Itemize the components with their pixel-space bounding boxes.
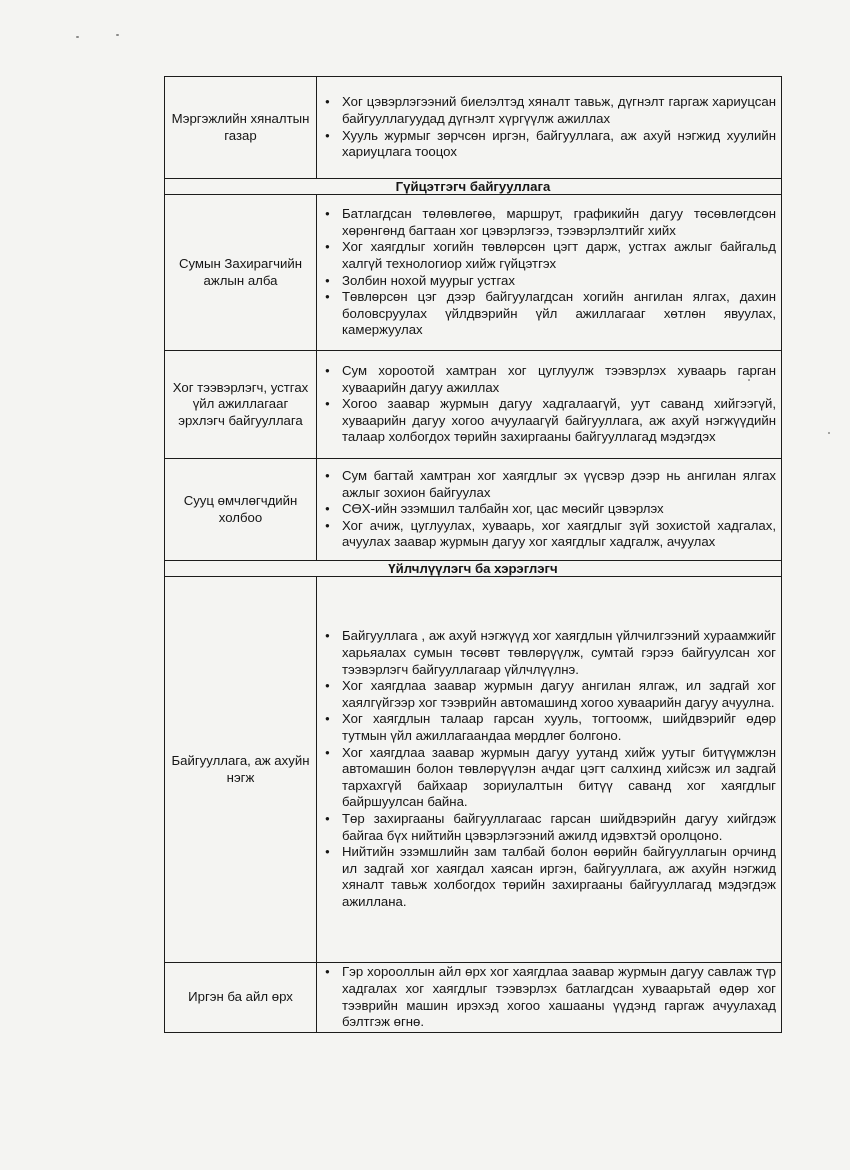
- table-row: [165, 195, 782, 351]
- duty-item: ● Батлагдсан төлөвлөгөө, маршрут, графикийн дагуу төсөвлөгдсөн хөрөнгөнд багтаан хог цэвэрлэгээ, тээвэрлэлтийг хийх: [319, 206, 776, 239]
- section-title: Гүйцэтгэгч байгууллага: [165, 179, 782, 195]
- duty-item: ● Хогоо заавар журмын дагуу хадгалаагүй, уут саванд хийгээгүй, хуваарийн дагуу хогоо ачуулаагүй байгууллага, аж ахуй нэгжүүдийн талаар холбогдох төрийн захиргааны байгууллагад мэдэгдэх: [319, 396, 776, 446]
- table-row: [165, 577, 782, 963]
- table-row: [165, 459, 782, 561]
- role-name-cell: Иргэн ба айл өрх: [165, 963, 317, 1033]
- table-row: [165, 963, 782, 1033]
- duties-list: [317, 362, 781, 447]
- duty-item: ● Хууль журмыг зөрчсөн иргэн, байгууллага, аж ахуй нэгжид хуулийн хариуцлага тооцох: [319, 128, 776, 161]
- role-name-cell: Сууц өмчлөгчдийн холбоо: [165, 459, 317, 561]
- role-name-cell: Мэргэжлийн хяналтын газар: [165, 77, 317, 179]
- section-header-row: [165, 179, 782, 195]
- duty-item: ● Хог хаягдлаа заавар журмын дагуу ангилан ялгаж, ил задгай хог хаялгүйгээр хог тээврийн автомашинд хогоо хуваарийн дагуу ачуулна.: [319, 678, 776, 711]
- duty-item: ● Нийтийн эзэмшлийн зам талбай болон өөрийн байгууллагын орчинд ил задгай хог хаягдал хаясан иргэн, байгууллага, аж ахуйн нэгжид хяналт тавьж холбогдох төрийн захиргааны байгууллагад мэдэгдэж ажиллана.: [319, 844, 776, 910]
- duty-item: ● Хог цэвэрлэгээний биелэлтэд хяналт тавьж, дүгнэлт гаргаж хариуцсан байгууллагуудад дүгнэлт хүргүүлж ажиллах: [319, 94, 776, 127]
- duty-item: ● Хог хаягдлын талаар гарсан хууль, тогтоомж, шийдвэрийг өдөр тутмын үйл ажиллагаандаа мөрдлөг болгоно.: [319, 711, 776, 744]
- role-name-cell: Хог тээвэрлэгч, устгах үйл ажиллагааг эрхлэгч байгууллага: [165, 351, 317, 459]
- table-row: [165, 77, 782, 179]
- table-body: [165, 77, 782, 1033]
- duties-cell: [317, 577, 782, 963]
- duties-list: [317, 963, 781, 1031]
- responsibility-table: [164, 76, 782, 1033]
- duties-cell: [317, 195, 782, 351]
- duties-list: [317, 93, 781, 161]
- duties-cell: [317, 351, 782, 459]
- scan-speck: [828, 432, 830, 434]
- duty-item: ● Хог хаягдлаа заавар журмын дагуу уутанд хийж уутыг битүүмжлэн автомашин болон төвлөрүүлэн ачдаг цэгт салхинд хийсэж ил задгай тархахгүй байхаар зориулалтын битүү саванд хог хаягдлыг байршуулсан байна.: [319, 745, 776, 811]
- duty-item: ● Хог хаягдлыг хогийн төвлөрсөн цэгт дарж, устгах ажлыг байгальд халгүй технологиор хийж гүйцэтгэх: [319, 239, 776, 272]
- duty-item: ● Сум багтай хамтран хог хаягдлыг эх үүсвэр дээр нь ангилан ялгах ажлыг зохион байгуулах: [319, 468, 776, 501]
- duties-list: [317, 467, 781, 552]
- section-title: Үйлчлүүлэгч ба хэрэглэгч: [165, 561, 782, 577]
- section-header-row: [165, 561, 782, 577]
- duties-cell: [317, 963, 782, 1033]
- role-name-cell: Байгууллага, аж ахуйн нэгж: [165, 577, 317, 963]
- duty-item: ● Гэр хорооллын айл өрх хог хаягдлаа заавар журмын дагуу савлаж түр хадгалах хог хаягдлыг тээвэрлэх батлагдсан хуваарьтай өдөр хог тээврийн машин ирэхэд хогоо хашааны үүдэнд гаргаж ачуулахад бэлтгэж өгнө.: [319, 964, 776, 1030]
- scan-speck: [76, 36, 79, 38]
- duty-item: ● Сум хороотой хамтран хог цуглуулж тээвэрлэх хуваарь гарган хуваарийн дагуу ажиллах: [319, 363, 776, 396]
- duty-item: ● Төвлөрсөн цэг дээр байгуулагдсан хогийн ангилан ялгах, дахин боловсруулах үйлдвэрийн үйл ажиллагааг хөтлөн явуулах, камержуулах: [319, 289, 776, 339]
- scan-speck: [116, 34, 119, 36]
- duties-list: [317, 205, 781, 340]
- duty-item: ● Хог ачиж, цуглуулах, хуваарь, хог хаягдлыг зүй зохистой хадгалах, ачуулах заавар журмын дагуу хог хаягдлыг хадгалж, ачуулах: [319, 518, 776, 551]
- duty-item: ● Золбин нохой муурыг устгах: [319, 273, 776, 290]
- duty-item: ● Төр захиргааны байгууллагаас гарсан шийдвэрийн дагуу хийгдэж байгаа бүх нийтийн цэвэрлэгээний ажилд идэвхтэй оролцоно.: [319, 811, 776, 844]
- role-name-cell: Сумын Захирагчийн ажлын алба: [165, 195, 317, 351]
- duty-item: ● СӨХ-ийн эзэмшил талбайн хог, цас мөсийг цэвэрлэх: [319, 501, 776, 518]
- table-row: [165, 351, 782, 459]
- duties-list: [317, 627, 781, 911]
- duties-cell: [317, 459, 782, 561]
- duties-cell: [317, 77, 782, 179]
- duty-item: ● Байгууллага , аж ахуй нэгжүүд хог хаягдлын үйлчилгээний хураамжийг харьяалах сумын төсөвт төвлөрүүлж, сумтай гэрээ байгуулсан хог тээвэрлэгч байгууллагаар үйлчлүүлнэ.: [319, 628, 776, 678]
